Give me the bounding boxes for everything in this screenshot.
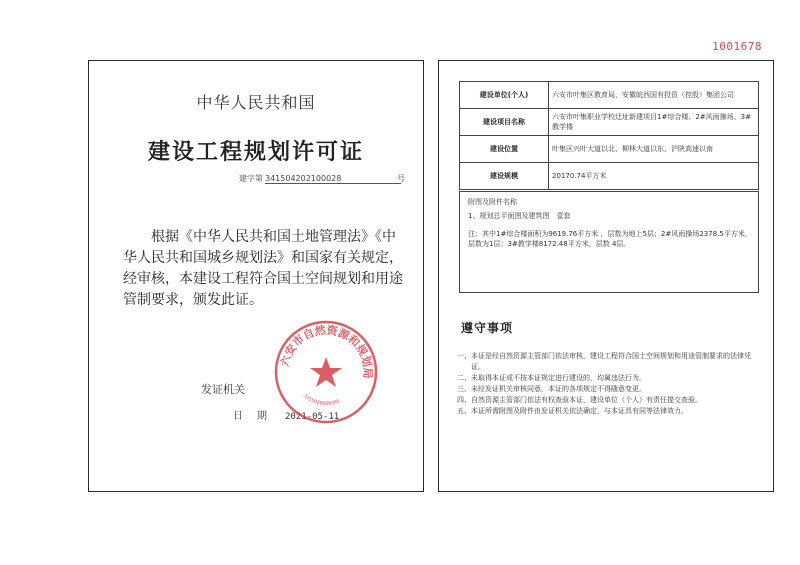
seal-code: 3415020089346	[301, 393, 341, 408]
notice-number: 三、	[457, 385, 471, 393]
attachments-note: 注：其中1#综合楼面积为9619.76平方米 ，层数为地上5层；2#风雨操场2378.5平方米，层数为1层；3#教学楼8172.48平方米，层数 4层。	[468, 230, 752, 248]
notice-number: 一、	[457, 352, 471, 360]
table-row	[460, 163, 759, 190]
notice-text: 本证是经自然资源主管部门依法审核，建设工程符合国土空间规划和用途管制要求的法律凭证。	[471, 352, 751, 371]
document-serial-number: 1001678	[712, 40, 762, 53]
certificate-front-page	[88, 60, 424, 492]
notice-title: 遵守事项	[461, 321, 514, 335]
row-value: 六安市叶集区教育局、安徽皖西国有投资（控股）集团公司	[549, 82, 759, 109]
row-value: 20170.74平方米	[549, 163, 759, 190]
row-label: 建设项目名称	[460, 109, 549, 136]
certificate-number-suffix: 号	[397, 174, 405, 183]
seal-text: 六安市自然资源和规划局	[278, 323, 375, 379]
svg-text:3415020089346	[302, 393, 341, 407]
list-item	[457, 373, 757, 384]
list-item	[457, 395, 757, 406]
country-name: 中华人民共和国	[196, 93, 316, 112]
certificate-number-prefix: 建字第	[239, 174, 263, 183]
certificate-back-page	[438, 60, 774, 492]
notice-text: 本证所需附图及附件由发证机关依法确定，与本证具有同等法律效力。	[471, 407, 688, 415]
attachments-item: 1、规划总平面图及建筑图 壹套	[468, 212, 571, 220]
certificate-title: 建设工程规划许可证	[147, 140, 364, 165]
list-item	[457, 351, 757, 373]
table-row	[460, 136, 759, 163]
row-label: 建设规模	[460, 163, 549, 190]
row-value: 六安市叶集职业学校迁址新建项目1#综合楼、2#风雨操场、3#教学楼	[549, 109, 759, 136]
certificate-number-value: 341504202100028	[265, 174, 401, 184]
certificate-body-text: 根据《中华人民共和国土地管理法》《中华人民共和国城乡规划法》和国家有关规定，经审核，本建设工程符合国土空间规划和用途管制要求，颁发此证。	[123, 229, 403, 308]
notice-number: 四、	[457, 396, 471, 404]
issue-date-value: 2021-05-11	[285, 412, 340, 422]
row-label: 建设单位(个人)	[460, 82, 549, 109]
notice-text: 未取得本证或不按本证规定进行建设的，均属违法行为。	[471, 374, 646, 382]
attachments-title: 附图及附件名称	[468, 198, 517, 206]
list-item	[457, 406, 757, 417]
table-row	[460, 109, 759, 136]
row-label: 建设位置	[460, 136, 549, 163]
notice-number: 五、	[457, 407, 471, 415]
notice-number: 二、	[457, 374, 471, 382]
list-item	[457, 384, 757, 395]
table-row	[460, 82, 759, 109]
notice-text: 自然资源主管部门依法有权查验本证，建设单位（个人）有责任提交查验。	[471, 396, 702, 404]
certificate-number-line	[239, 173, 403, 184]
notice-text: 未经发证机关审核同意，本证的各项规定不得随意变更。	[471, 385, 646, 393]
row-value: 叶集区兴叶大道以北、柳林大道以东、沪陕高速以南	[549, 136, 759, 163]
issue-date-label: 日期	[233, 411, 281, 422]
project-info-table	[459, 81, 759, 190]
attachments-box	[459, 191, 759, 293]
notice-list	[457, 351, 757, 417]
issuing-authority-label: 发证机关	[201, 383, 245, 396]
official-seal-icon	[273, 319, 379, 425]
